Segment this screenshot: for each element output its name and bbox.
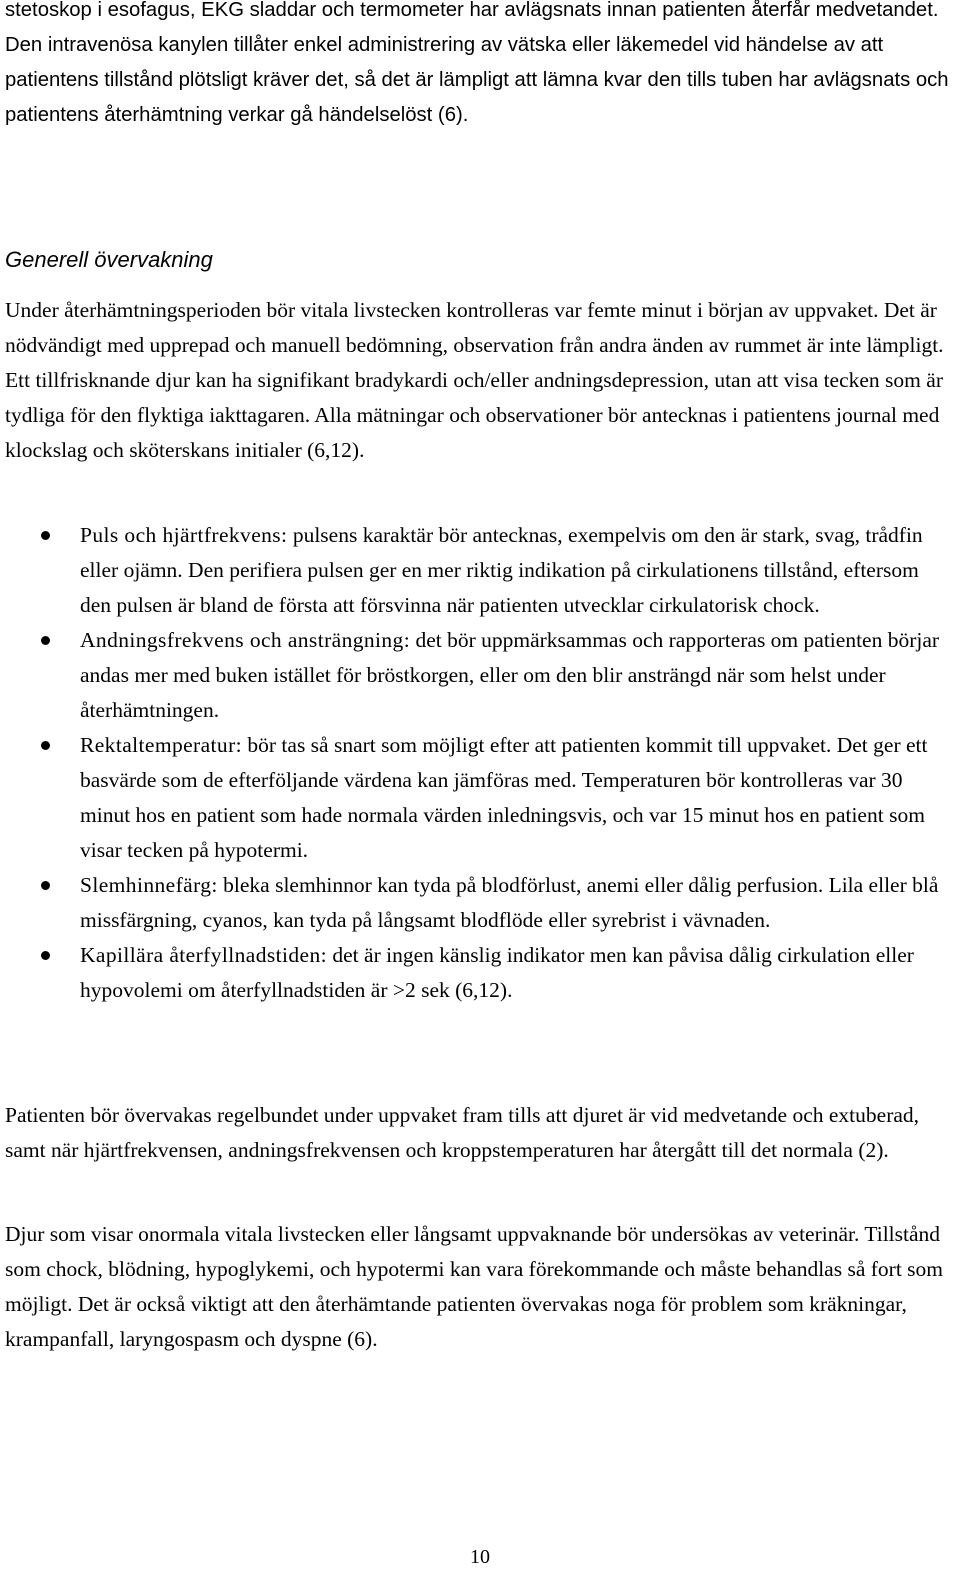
bullet-icon [41, 741, 50, 750]
paragraph-recovery: Patienten bör övervakas regelbundet under uppvaket fram tills att djuret är vid medvetande och extuberad, samt när hjärtfrekvensen, andningsfrekvensen och kroppstemperaturen har återgått till det normala (2). [5, 1103, 920, 1162]
list-item [5, 728, 950, 868]
bullet-icon [41, 531, 50, 540]
list-item-text: bleka slemhinnor kan tyda på blodförlust, anemi eller dålig perfusion. Lila eller blå missfärgning, cyanos, kan tyda på långsamt blodflöde eller syrebrist i vävnaden. [80, 873, 939, 932]
list-item [5, 868, 950, 938]
list-item-text: det är ingen känslig indikator men kan påvisa dålig cirkulation eller hypovolemi om återfyllnadstiden är >2 sek (6,12). [80, 943, 914, 1002]
list-item-text: pulsens karaktär bör antecknas, exempelvis om den är stark, svag, trådfin eller ojämn. Den perifiera pulsen ger en mer riktig indikation på cirkulationens tillstånd, eftersom den pulsen är bland de första att försvinna när patienten utvecklar cirkulatorisk chock. [80, 523, 923, 617]
list-item-term: Puls och hjärtfrekvens: [80, 523, 288, 547]
bullet-icon [41, 951, 50, 960]
paragraph-abnormal-signs: Djur som visar onormala vitala livstecken eller långsamt uppvaknande bör undersökas av veterinär. Tillstånd som chock, blödning, hypoglykemi, och hypotermi kan vara förekommande och måste behandlas så fort som möjligt. Det är också viktigt att den återhämtande patienten övervakas noga för problem som kräkningar, krampanfall, laryngospasm och dyspne (6). [5, 1222, 944, 1351]
intro-paragraph: stetoskop i esofagus, EKG sladdar och termometer har avlägsnats innan patienten återfår medvetandet. Den intravenösa kanylen tillåter enkel administrering av vätska eller läkemedel vid händelse av att patientens tillstånd plötsligt kräver det, så det är lämpligt att lämna kvar den tills tuben har avlägsnats och patientens återhämtning verkar gå händelselöst (6). [5, 0, 949, 126]
list-item-term: Slemhinnefärg: [80, 873, 218, 897]
section-heading: Generell övervakning [5, 247, 213, 272]
bullet-icon [41, 636, 50, 645]
list-item-text: bör tas så snart som möjligt efter att patienten kommit till uppvaket. Det ger ett basvärde som de efterföljande värdena kan jämföras med. Temperaturen bör kontrolleras var 30 minut hos en patient som hade normala värden inledningsvis, och var 15 minut hos en patient som visar tecken på hypotermi. [80, 733, 928, 862]
list-item [5, 938, 950, 1008]
list-item-term: Andningsfrekvens och ansträngning: [80, 628, 411, 652]
list-item [5, 623, 950, 728]
list-item-text: det bör uppmärksammas och rapporteras om patienten börjar andas mer med buken istället för bröstkorgen, eller om den blir ansträngd när som helst under återhämtningen. [80, 628, 940, 722]
list-item [5, 518, 950, 623]
list-item-term: Kapillära återfyllnadstiden: [80, 943, 328, 967]
list-item-term: Rektaltemperatur: [80, 733, 243, 757]
page-number: 10 [470, 1546, 490, 1568]
paragraph-monitoring: Under återhämtningsperioden bör vitala livstecken kontrolleras var femte minut i början av uppvaket. Det är nödvändigt med upprepad och manuell bedömning, observation från andra änden av rummet är inte lämpligt. Ett tillfrisknande djur kan ha signifikant bradykardi och/eller andningsdepression, utan att visa tecken som är tydliga för den flyktiga iakttagaren. Alla mätningar och observationer bör antecknas i patientens journal med klockslag och sköterskans initialer (6,12). [5, 298, 944, 462]
vital-signs-list [5, 518, 950, 1008]
bullet-icon [41, 881, 50, 890]
